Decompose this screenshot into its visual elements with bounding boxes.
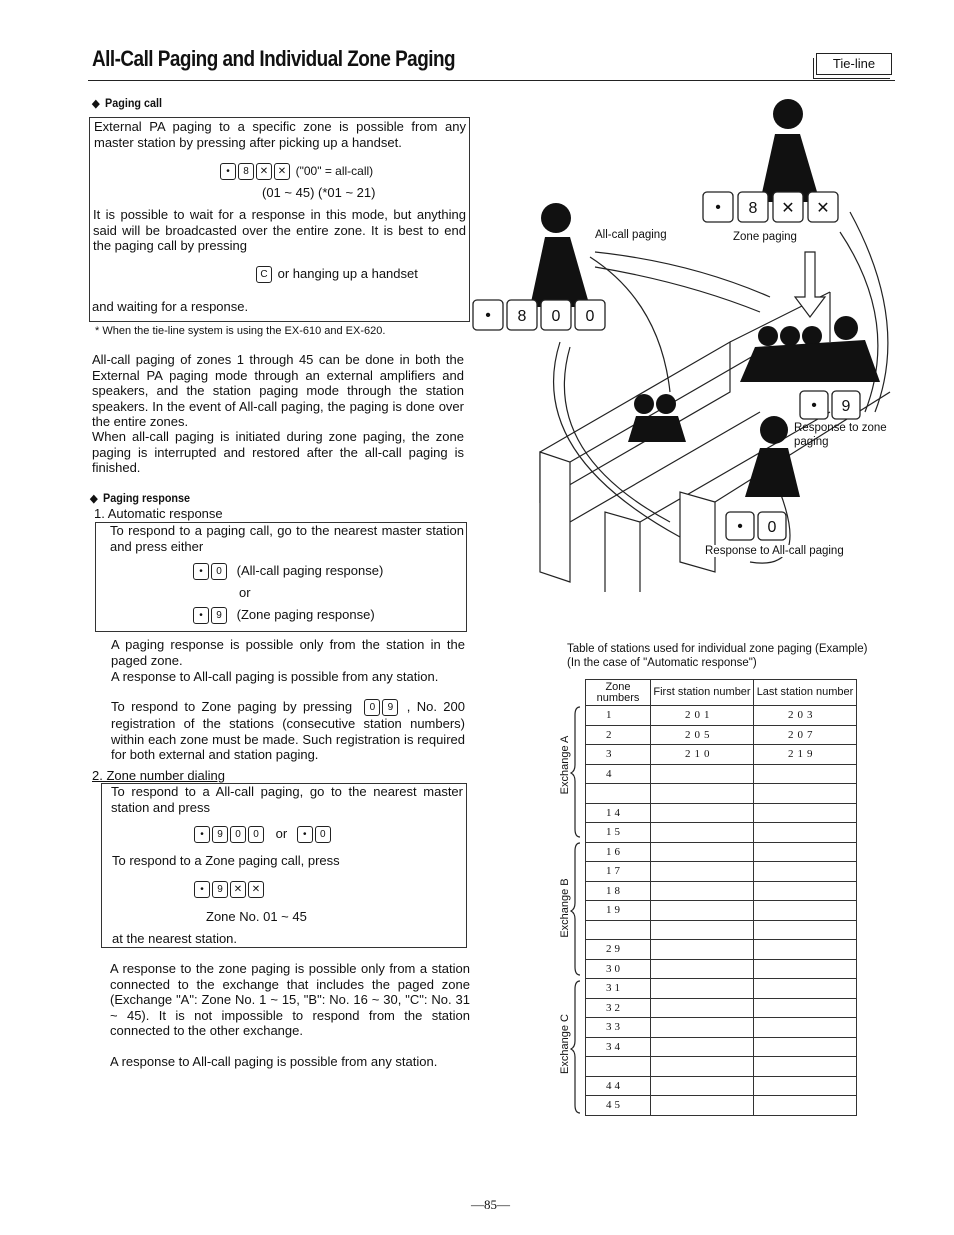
- x-key-icon: ✕: [274, 163, 290, 180]
- first-station-cell: [651, 959, 754, 979]
- first-station-cell: [651, 1037, 754, 1057]
- zone-number-cell: [586, 784, 651, 804]
- option-zone: [193, 607, 375, 624]
- table-row: [586, 764, 857, 784]
- key-glyph: •: [811, 397, 817, 414]
- key-glyph: 8: [517, 308, 527, 325]
- last-station-cell: [754, 1037, 857, 1057]
- last-station-cell: 207: [754, 725, 857, 745]
- first-station-cell: [651, 998, 754, 1018]
- response-paragraph-3a: To respond to Zone paging by pressing: [111, 699, 353, 714]
- paging-call-text-3: and waiting for a response.: [92, 299, 249, 314]
- response-paragraph-3b: , No. 200 registration of the stations (consecutive station numbers) within each zone must be made. Such registration is required for both external and station paging.: [111, 699, 465, 763]
- automatic-response-text: To respond to a paging call, go to the nearest master station and press either: [110, 523, 464, 554]
- zero-key-icon: 0: [230, 826, 246, 843]
- label-zone-paging: Zone paging: [733, 231, 797, 243]
- first-station-cell: [651, 784, 754, 804]
- option-zone-text: (Zone paging response): [236, 607, 375, 622]
- table-row: [586, 920, 857, 940]
- option-allcall-text: (All-call paging response): [236, 563, 384, 578]
- first-station-cell: [651, 1076, 754, 1096]
- automatic-response-box: [95, 522, 467, 632]
- last-station-cell: [754, 823, 857, 843]
- label-response-zone: Response to zone paging: [794, 422, 887, 448]
- response-paragraph-2: A response to All-call paging is possible from any station.: [111, 669, 439, 684]
- exchange-b-label: Exchange B: [559, 878, 571, 938]
- response-paragraph-3: [111, 699, 465, 763]
- first-station-cell: [651, 979, 754, 999]
- key-glyph: 0: [585, 308, 595, 325]
- zone-range: (01 ~ 45) (*01 ~ 21): [262, 185, 376, 200]
- table-row: [586, 1018, 857, 1038]
- or-label: or: [239, 585, 251, 600]
- zone-number-cell: 4: [586, 764, 651, 784]
- nine-key-icon: 9: [212, 881, 228, 898]
- zone-number-cell: 15: [586, 823, 651, 843]
- table-row: [586, 1076, 857, 1096]
- paging-call-heading-text: Paging call: [105, 96, 163, 110]
- allcall-paragraph-1: All-call paging of zones 1 through 45 can be done in both the External PA paging mode through an external amplifiers and speakers, and the station paging mode through the station speakers. In the event of All-call paging, the paging is done over the entire zones.: [92, 352, 464, 430]
- zone-number-cell: 29: [586, 940, 651, 960]
- zone-dialing-text-2: To respond to a Zone paging call, press: [112, 853, 340, 868]
- table-row: [586, 881, 857, 901]
- table-caption-2: (In the case of "Automatic response"): [567, 657, 757, 669]
- last-station-cell: [754, 764, 857, 784]
- zone-number-cell: 14: [586, 803, 651, 823]
- zone-number-range: Zone No. 01 ~ 45: [206, 909, 307, 924]
- option-allcall: [193, 563, 383, 580]
- key-glyph: •: [485, 307, 491, 324]
- table-row: [586, 842, 857, 862]
- title-rule: [88, 80, 895, 81]
- table-row: [586, 725, 857, 745]
- table-row: [586, 1037, 857, 1057]
- last-station-cell: [754, 940, 857, 960]
- key-glyph: •: [737, 518, 743, 535]
- table-row: [586, 862, 857, 882]
- table-row: [586, 745, 857, 765]
- last-station-cell: [754, 881, 857, 901]
- first-station-cell: [651, 1096, 754, 1116]
- nine-key-icon: 9: [212, 826, 228, 843]
- col-header-zone: Zone numbers: [586, 680, 651, 706]
- zone-number-cell: 44: [586, 1076, 651, 1096]
- first-station-cell: [651, 862, 754, 882]
- zone-dialing-text-3: at the nearest station.: [112, 931, 238, 946]
- paging-call-heading: [92, 96, 162, 110]
- table-row: [586, 784, 857, 804]
- paging-illustration: [470, 92, 900, 592]
- first-station-cell: 201: [651, 706, 754, 726]
- paging-response-heading: [90, 491, 190, 505]
- table-row: [586, 1096, 857, 1116]
- nine-key-icon: 9: [211, 607, 227, 624]
- dot-key-icon: •: [193, 563, 209, 580]
- footnote: * When the tie-line system is using the EX-610 and EX-620.: [95, 325, 386, 337]
- hangup-line: [256, 266, 418, 283]
- zone-number-cell: 18: [586, 881, 651, 901]
- last-station-cell: [754, 1018, 857, 1038]
- paging-response-heading-text: Paging response: [103, 491, 191, 505]
- zone-number-cell: 31: [586, 979, 651, 999]
- x-key-icon: ✕: [248, 881, 264, 898]
- dot-key-icon: •: [194, 881, 210, 898]
- paging-call-text-2: It is possible to wait for a response in this mode, but anything said will be broadcasted over the entire zone. It is best to end the paging call by pressing: [93, 207, 466, 254]
- key-glyph: ✕: [781, 200, 795, 217]
- table-row: [586, 706, 857, 726]
- table-row: [586, 940, 857, 960]
- zone-number-cell: 45: [586, 1096, 651, 1116]
- last-station-cell: [754, 842, 857, 862]
- exchange-c-label: Exchange C: [559, 1014, 571, 1074]
- zone-number-cell: 1: [586, 706, 651, 726]
- zone-number-cell: 19: [586, 901, 651, 921]
- first-station-cell: [651, 920, 754, 940]
- last-station-cell: [754, 862, 857, 882]
- dot-key-icon: •: [220, 163, 236, 180]
- key-glyph: 9: [841, 398, 851, 415]
- first-station-cell: 210: [651, 745, 754, 765]
- diamond-icon: ◆: [90, 493, 98, 505]
- last-station-cell: [754, 920, 857, 940]
- first-station-cell: [651, 1018, 754, 1038]
- zone-number-cell: 32: [586, 998, 651, 1018]
- first-station-cell: 205: [651, 725, 754, 745]
- page-number: —85—: [471, 1197, 510, 1212]
- page-title: All-Call Paging and Individual Zone Paging: [92, 46, 456, 71]
- x-key-icon: ✕: [256, 163, 272, 180]
- label-all-call-paging: All-call paging: [595, 229, 667, 241]
- dot-key-icon: •: [297, 826, 313, 843]
- zero-key-icon: 0: [211, 563, 227, 580]
- zone-dialing-keys-1: [194, 826, 333, 843]
- zero-key-icon: 0: [315, 826, 331, 843]
- last-station-cell: [754, 803, 857, 823]
- col-header-last: Last station number: [754, 680, 857, 706]
- zero-key-icon: 0: [248, 826, 264, 843]
- eight-key-icon: 8: [238, 163, 254, 180]
- c-key-icon: C: [256, 266, 272, 283]
- paging-call-keys: [220, 163, 373, 180]
- first-station-cell: [651, 1057, 754, 1077]
- key-glyph: •: [715, 199, 721, 216]
- response-paragraph-4: A response to the zone paging is possible only from a station connected to the exchange that includes the paged zone (Exchange "A": Zone No. 1 ~ 15, "B": No. 16 ~ 30, "C": No. 31 ~ 45). It is not impossible to respond from the station connected to the other exchange.: [110, 961, 470, 1039]
- station-table-wrap: [585, 679, 857, 1116]
- last-station-cell: [754, 1096, 857, 1116]
- label-response-all: Response to All-call paging: [705, 545, 844, 557]
- zone-number-cell: 2: [586, 725, 651, 745]
- table-row: [586, 1057, 857, 1077]
- diamond-icon: ◆: [92, 98, 100, 110]
- zone-number-cell: 17: [586, 862, 651, 882]
- item-zone-number-dialing: 2. Zone number dialing: [92, 768, 225, 783]
- exchange-a-label: Exchange A: [559, 735, 571, 795]
- table-row: [586, 998, 857, 1018]
- col-header-first: First station number: [651, 680, 754, 706]
- paging-call-text-1: External PA paging to a specific zone is possible from any master station by pressing after picking up a handset.: [94, 119, 466, 150]
- exchange-braces: [570, 705, 586, 1115]
- first-station-cell: [651, 901, 754, 921]
- key-glyph: 0: [767, 519, 777, 536]
- hangup-text: or hanging up a handset: [277, 266, 418, 281]
- zone-number-cell: 3: [586, 745, 651, 765]
- last-station-cell: [754, 1076, 857, 1096]
- zero-key-icon: 0: [364, 699, 380, 716]
- response-paragraph-1: A paging response is possible only from the station in the paged zone.: [111, 637, 465, 668]
- table-caption-1: Table of stations used for individual zone paging (Example): [567, 643, 868, 655]
- table-row: [586, 823, 857, 843]
- last-station-cell: [754, 979, 857, 999]
- table-row: [586, 959, 857, 979]
- table-row: [586, 901, 857, 921]
- last-station-cell: [754, 959, 857, 979]
- section-tag: Tie-line: [816, 53, 892, 75]
- first-station-cell: [651, 842, 754, 862]
- zone-number-cell: 34: [586, 1037, 651, 1057]
- first-station-cell: [651, 823, 754, 843]
- first-station-cell: [651, 881, 754, 901]
- table-row: [586, 979, 857, 999]
- last-station-cell: [754, 1057, 857, 1077]
- key-glyph: 8: [748, 200, 758, 217]
- first-station-cell: [651, 764, 754, 784]
- nine-key-icon: 9: [382, 699, 398, 716]
- dot-key-icon: •: [194, 826, 210, 843]
- first-station-cell: [651, 940, 754, 960]
- zone-number-cell: 30: [586, 959, 651, 979]
- dot-key-icon: •: [193, 607, 209, 624]
- or-label-2: or: [275, 826, 288, 841]
- paging-call-box: [89, 117, 470, 322]
- zone-dialing-keys-2: [194, 881, 266, 898]
- station-table: [585, 679, 857, 1116]
- key-glyph: 0: [551, 308, 561, 325]
- table-row: [586, 803, 857, 823]
- zone-dialing-text-1: To respond to a All-call paging, go to the nearest master station and press: [111, 784, 463, 815]
- all-call-note: ("00" = all-call): [295, 164, 374, 178]
- last-station-cell: 203: [754, 706, 857, 726]
- key-glyph: ✕: [816, 200, 830, 217]
- item-automatic-response: 1. Automatic response: [94, 506, 223, 521]
- zone-number-cell: 33: [586, 1018, 651, 1038]
- zone-dialing-box: [101, 783, 467, 948]
- zone-number-cell: 16: [586, 842, 651, 862]
- response-paragraph-5: A response to All-call paging is possible from any station.: [110, 1054, 438, 1069]
- last-station-cell: [754, 784, 857, 804]
- first-station-cell: [651, 803, 754, 823]
- last-station-cell: [754, 998, 857, 1018]
- last-station-cell: 219: [754, 745, 857, 765]
- last-station-cell: [754, 901, 857, 921]
- allcall-paragraph-2: When all-call paging is initiated during zone paging, the zone paging is interrupted and restored after the all-call paging is finished.: [92, 429, 464, 476]
- zone-number-cell: [586, 1057, 651, 1077]
- x-key-icon: ✕: [230, 881, 246, 898]
- zone-number-cell: [586, 920, 651, 940]
